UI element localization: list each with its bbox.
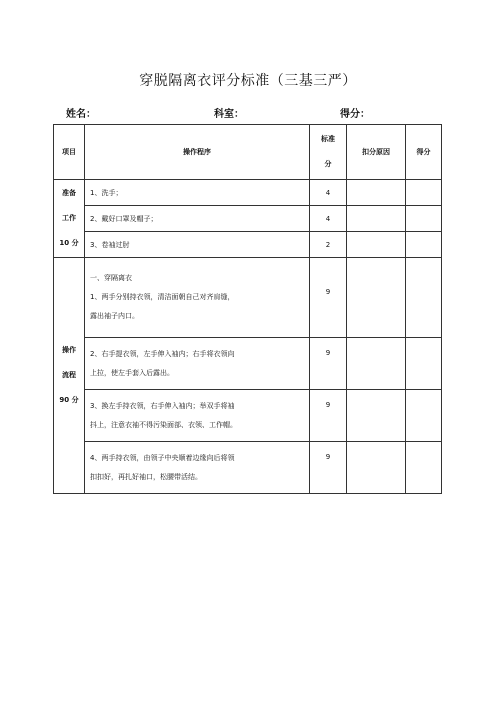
procedure-line: 抖上，注意衣袖不得污染面部、衣领、工作帽。 xyxy=(90,420,237,429)
category-line: 90 分 xyxy=(59,396,79,404)
procedure-line: 2、右手提衣领，左手伸入袖内；右手将衣领向 xyxy=(90,349,235,358)
score-cell xyxy=(406,258,442,338)
standard-score: 9 xyxy=(310,338,347,390)
category-preparation xyxy=(54,180,85,258)
header-deduction-reason: 扣分原因 xyxy=(347,125,406,180)
procedure-text xyxy=(85,442,310,494)
header-procedure: 操作程序 xyxy=(85,125,310,180)
procedure-text: 2、戴好口罩及帽子； xyxy=(85,206,310,232)
procedure-line: 扣扣好，再扎好袖口，松腰带活结。 xyxy=(90,472,202,481)
table-row xyxy=(54,180,442,206)
scoring-table xyxy=(53,124,442,494)
procedure-line: 3、换左手持衣领，右手伸入袖内；举双手将袖 xyxy=(90,401,235,410)
table-row xyxy=(54,442,442,494)
procedure-text xyxy=(85,258,310,338)
category-line: 准备 xyxy=(62,189,76,197)
deduction-reason-cell xyxy=(347,338,406,390)
deduction-reason-cell xyxy=(347,232,406,258)
deduction-reason-cell xyxy=(347,180,406,206)
deduction-reason-cell xyxy=(347,258,406,338)
deduction-reason-cell xyxy=(347,442,406,494)
procedure-line: 4、两手持衣领，由领子中央顺着边缘向后将领 xyxy=(90,453,235,462)
total-score-label: 得分： xyxy=(340,109,370,120)
score-cell xyxy=(406,442,442,494)
category-line: 10 分 xyxy=(59,239,79,247)
standard-score: 9 xyxy=(310,258,347,338)
header-standard-line2: 分 xyxy=(324,160,332,168)
score-cell xyxy=(406,206,442,232)
procedure-text xyxy=(85,338,310,390)
header-item: 项目 xyxy=(54,125,85,180)
table-row xyxy=(54,206,442,232)
procedure-line: 1、两手分别持衣领，清洁面朝自己对齐肩缝， xyxy=(90,293,235,301)
document-title: 穿脱隔离衣评分标准（三基三严） xyxy=(139,73,357,89)
deduction-reason-cell xyxy=(347,206,406,232)
procedure-text xyxy=(85,390,310,442)
header-score: 得分 xyxy=(406,125,442,180)
category-procedure xyxy=(54,258,85,494)
category-line: 工作 xyxy=(62,214,76,222)
category-line: 流程 xyxy=(62,371,76,379)
standard-score: 2 xyxy=(310,232,347,258)
table-row xyxy=(54,232,442,258)
section-heading: 一、穿隔离衣 xyxy=(90,274,132,282)
standard-score: 4 xyxy=(310,206,347,232)
procedure-text: 1、洗手； xyxy=(85,180,310,206)
table-row xyxy=(54,338,442,390)
score-cell xyxy=(406,338,442,390)
table-row xyxy=(54,390,442,442)
category-line: 操作 xyxy=(62,346,76,354)
score-cell xyxy=(406,232,442,258)
procedure-line: 上拉，使左手套入后露出。 xyxy=(90,368,174,377)
score-cell xyxy=(406,390,442,442)
standard-score: 9 xyxy=(310,442,347,494)
procedure-text: 3、卷袖过肘 xyxy=(85,232,310,258)
name-label: 姓名： xyxy=(66,109,96,120)
standard-score: 4 xyxy=(310,180,347,206)
standard-score: 9 xyxy=(310,390,347,442)
procedure-line: 露出袖子内口。 xyxy=(90,312,139,320)
header-standard-score xyxy=(310,125,347,180)
table-header-row xyxy=(54,125,442,180)
score-cell xyxy=(406,180,442,206)
department-label: 科室： xyxy=(214,109,244,120)
table-row xyxy=(54,258,442,338)
header-standard-line1: 标准 xyxy=(321,135,335,143)
deduction-reason-cell xyxy=(347,390,406,442)
